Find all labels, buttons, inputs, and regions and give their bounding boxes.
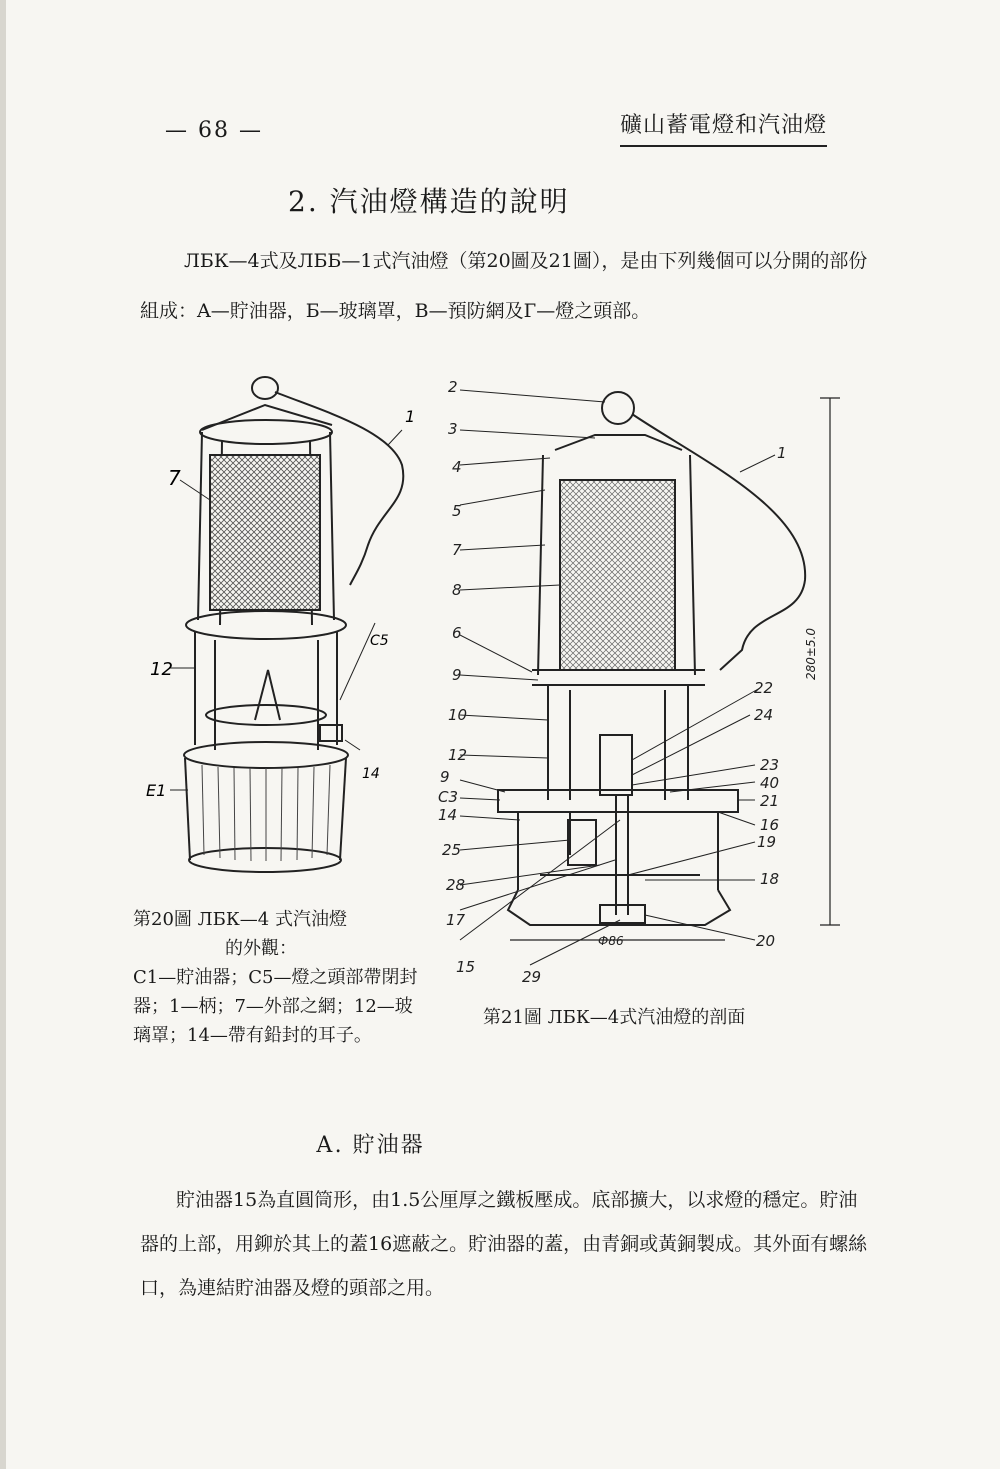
page-edge — [0, 0, 6, 1469]
lamp-exterior-drawing — [140, 370, 416, 880]
fig20-label-14: 14 — [362, 766, 380, 782]
fig21-label-18: 18 — [760, 870, 780, 888]
fig21-label-19: 19 — [757, 833, 777, 851]
fig21-label-25: 25 — [442, 841, 462, 859]
fig21-label-21: 21 — [760, 792, 780, 810]
fig20-caption-line1: 第20圖 ЛБК—4 式汽油燈 — [133, 909, 347, 930]
fig21-label-12: 12 — [448, 746, 468, 764]
figure-20-caption — [133, 905, 418, 1050]
fig21-label-c3: С3 — [438, 788, 459, 806]
fig20-label-7: 7 — [168, 466, 181, 490]
fig21-label-9: 9 — [452, 666, 462, 684]
fig20-caption-rest: С1—貯油器；С5—燈之頭部帶閉封器；1—柄；7—外部之網；12—玻璃罩；14—帶有鉛封的耳子。 — [133, 967, 418, 1046]
fig21-label-29: 29 — [522, 968, 542, 986]
running-title: 礦山蓄電燈和汽油燈 — [620, 108, 827, 147]
figure-20-illustration — [140, 370, 416, 880]
fig21-label-6: 6 — [452, 624, 462, 642]
fig21-label-22: 22 — [754, 679, 774, 697]
figure-21-illustration — [420, 380, 850, 990]
fig21-label-23: 23 — [760, 756, 780, 774]
fig21-label-8: 8 — [452, 581, 462, 599]
fig21-label-5: 5 — [452, 502, 462, 520]
figure-21-caption: 第21圖 ЛБК—4式汽油燈的剖面 — [483, 1007, 746, 1028]
fig21-label-4: 4 — [452, 458, 462, 476]
fig20-label-12: 12 — [150, 659, 173, 680]
lamp-section-drawing — [420, 380, 850, 990]
fig21-label-40: 40 — [760, 774, 780, 792]
subsection-paragraph: 貯油器15為直圓筒形，由1.5公厘厚之鐵板壓成。底部擴大，以求燈的穩定。貯油器的上部，用鉚於其上的蓋16遮蔽之。貯油器的蓋，由青銅或黃銅製成。其外面有螺絲口，為連結貯油器及燈的頭部之用。 — [140, 1189, 868, 1299]
fig21-label-7: 7 — [452, 541, 462, 559]
subsection-title: А. 貯油器 — [316, 1133, 425, 1158]
fig21-dimension-width: Ф86 — [598, 934, 624, 948]
fig21-label-14: 14 — [438, 806, 458, 824]
fig21-label-10: 10 — [448, 706, 468, 724]
fig20-label-c5: С5 — [370, 633, 389, 649]
fig21-label-17: 17 — [446, 911, 466, 929]
intro-paragraph: ЛБК—4式及ЛББ—1式汽油燈（第20圖及21圖），是由下列幾個可以分開的部份組成：A—貯油器，Б—玻璃罩，В—預防網及Г—燈之頭部。 — [140, 250, 868, 322]
fig20-caption-line2: 的外觀： — [225, 938, 297, 959]
fig21-label-28: 28 — [446, 876, 466, 894]
page-number: — 68 — — [165, 118, 263, 143]
fig20-label-e1: Е1 — [146, 781, 167, 800]
fig21-label-20: 20 — [756, 932, 776, 950]
fig21-dimension-height: 280±5.0 — [804, 627, 818, 680]
fig21-label-1: 1 — [777, 444, 787, 462]
fig21-label-24: 24 — [754, 706, 774, 724]
fig21-label-9b: 9 — [440, 768, 450, 786]
fig21-label-3: 3 — [448, 420, 458, 438]
fig21-label-2: 2 — [448, 378, 458, 396]
fig21-label-15: 15 — [456, 958, 476, 976]
fig21-label-16: 16 — [760, 816, 780, 834]
fig20-label-1: 1 — [405, 407, 416, 426]
section-title: 2. 汽油燈構造的說明 — [288, 185, 570, 218]
